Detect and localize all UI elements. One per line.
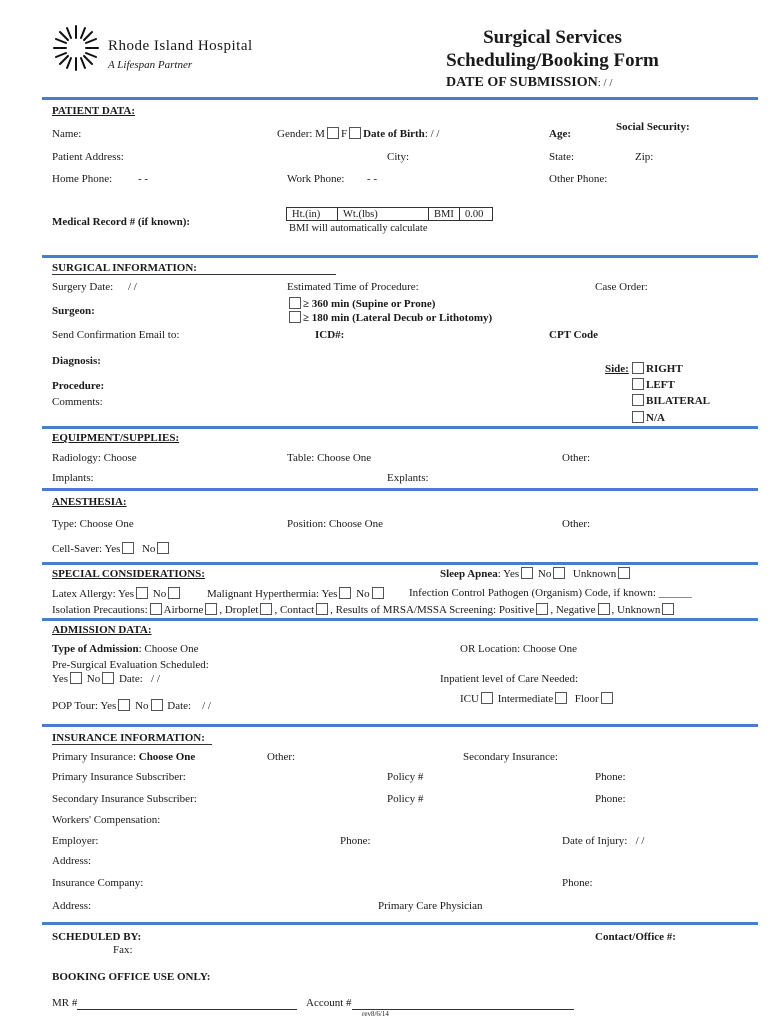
care-level-row — [460, 692, 615, 705]
date-of-injury-label: Date of Injury: — [562, 835, 628, 847]
icu-checkbox[interactable] — [481, 692, 493, 704]
surgeon-field[interactable]: Surgeon: — [52, 305, 95, 317]
anesthesia-heading: ANESTHESIA: — [52, 496, 127, 508]
primary-insurance-select[interactable]: Choose One — [138, 751, 196, 763]
time-option-180 — [287, 311, 492, 324]
floor-checkbox[interactable] — [601, 692, 613, 704]
contact-office-field[interactable]: Contact/Office #: — [595, 931, 676, 943]
diagnosis-field[interactable]: Diagnosis: — [52, 355, 101, 367]
confirmation-email-field[interactable]: Send Confirmation Email to: — [52, 329, 180, 341]
cell-saver-no-label: No — [141, 543, 156, 555]
employer-address-field[interactable]: Address: — [52, 855, 92, 867]
primary-subscriber-field[interactable]: Primary Insurance Subscriber: — [52, 771, 186, 783]
airborne-label: Airborne — [163, 604, 204, 616]
sleep-apnea-row — [440, 567, 632, 580]
primary-insurance-row — [52, 751, 195, 763]
presurg-no-checkbox[interactable] — [102, 672, 114, 684]
latex-allergy-row — [52, 587, 182, 600]
position-select[interactable]: Position: Choose One — [287, 518, 383, 530]
scheduled-by-field[interactable]: SCHEDULED BY: — [52, 931, 142, 943]
table-select[interactable]: Table: Choose One — [287, 452, 372, 464]
home-phone-label: Home Phone: — [52, 173, 113, 185]
side-label: Side: — [605, 363, 629, 375]
workers-comp-label: Workers' Compensation: — [52, 814, 161, 826]
droplet-checkbox[interactable] — [205, 603, 217, 615]
ssn-field[interactable]: Social Security: — [616, 121, 690, 133]
side-bilateral-option — [630, 394, 710, 407]
date-of-submission — [446, 75, 612, 91]
pop-no-label: No — [135, 700, 149, 712]
work-phone-field[interactable]: - - — [367, 173, 378, 185]
secondary-subscriber-field[interactable]: Secondary Insurance Subscriber: — [52, 793, 197, 805]
pop-tour-row — [52, 699, 211, 712]
unknown-label: , Unknown — [611, 604, 661, 616]
presurgical-eval-row — [52, 672, 160, 685]
latex-label: Latex Allergy: Yes — [52, 588, 134, 600]
insurance-company-field[interactable]: Insurance Company: — [52, 877, 144, 889]
latex-no-label: No — [152, 588, 167, 600]
contact-checkbox[interactable] — [260, 603, 272, 615]
mrsa-label: , Results of MRSA/MSSA Screening: Positive — [330, 604, 535, 616]
section-divider — [42, 618, 758, 621]
surgery-date-field[interactable]: / / — [128, 281, 137, 293]
mh-label: Malignant Hyperthermia: Yes — [207, 588, 338, 600]
city-field[interactable]: City: — [387, 151, 410, 163]
time-180-label: ≥ 180 min (Lateral Decub or Lithotomy) — [303, 312, 493, 324]
mrsa-negative-checkbox[interactable] — [598, 603, 610, 615]
pop-no-checkbox[interactable] — [151, 699, 163, 711]
form-title-line2: Scheduling/Booking Form — [446, 50, 659, 71]
sleep-apnea-no-label: No — [537, 568, 552, 580]
presurg-date-label: Date: — [118, 673, 143, 685]
time-360-checkbox[interactable] — [289, 297, 301, 309]
cell-saver-no-checkbox[interactable] — [157, 542, 169, 554]
section-divider — [42, 488, 758, 491]
section-divider — [42, 426, 758, 429]
primary-policy-field[interactable]: Policy # — [387, 771, 424, 783]
gender-field[interactable] — [277, 127, 439, 140]
dob-field[interactable]: : / / — [424, 128, 440, 140]
cpt-code-field[interactable]: CPT Code — [549, 329, 598, 341]
employer-field[interactable]: Employer: — [52, 835, 99, 847]
floor-label: Floor — [574, 693, 599, 705]
gender-label: Gender: M — [277, 128, 325, 140]
mr-row — [52, 997, 297, 1010]
patient-data-heading: PATIENT DATA: — [52, 105, 136, 117]
explants-field[interactable]: Explants: — [387, 472, 429, 484]
work-phone-label: Work Phone: — [287, 173, 345, 185]
insurance-address-field[interactable]: Address: — [52, 900, 92, 912]
sleep-apnea-unknown-checkbox[interactable] — [618, 567, 630, 579]
booking-office-heading: BOOKING OFFICE USE ONLY: — [52, 971, 211, 983]
account-input-line[interactable] — [352, 997, 574, 1010]
cell-saver-label: Cell-Saver: Yes — [52, 543, 121, 555]
admission-type-select[interactable]: : Choose One — [138, 643, 199, 655]
special-considerations-heading: SPECIAL CONSIDERATIONS: — [52, 568, 205, 580]
pop-tour-label: POP Tour: Yes — [52, 700, 117, 712]
mr-label: MR # — [52, 997, 78, 1009]
account-row — [306, 997, 574, 1010]
or-location-select[interactable]: OR Location: Choose One — [460, 643, 578, 655]
anesthesia-other-field[interactable]: Other: — [562, 518, 591, 530]
equipment-other-field[interactable]: Other: — [562, 452, 591, 464]
mh-yes-checkbox[interactable] — [339, 587, 351, 599]
sleep-apnea-yes-label: : Yes — [497, 568, 520, 580]
inpatient-level-label: Inpatient level of Care Needed: — [440, 673, 579, 685]
gender-f-checkbox[interactable] — [349, 127, 361, 139]
mh-no-label: No — [356, 588, 370, 600]
date-of-injury-field[interactable]: / / — [635, 835, 645, 847]
estimated-time-label: Estimated Time of Procedure: — [287, 281, 419, 293]
icu-label: ICU — [460, 693, 479, 705]
time-360-label: ≥ 360 min (Supine or Prone) — [303, 298, 436, 310]
gender-m-checkbox[interactable] — [327, 127, 339, 139]
primary-phone-field[interactable]: Phone: — [595, 771, 626, 783]
height-weight-bmi-table — [286, 207, 493, 221]
equipment-heading: EQUIPMENT/SUPPLIES: — [52, 432, 180, 444]
side-right-label: RIGHT — [646, 363, 683, 375]
account-label: Account # — [306, 997, 352, 1009]
hospital-logo-icon — [50, 22, 102, 74]
state-field[interactable]: State: — [549, 151, 575, 163]
patient-address-field[interactable]: Patient Address: — [52, 151, 124, 163]
insurance-heading: INSURANCE INFORMATION: — [52, 732, 212, 745]
secondary-insurance-field[interactable]: Secondary Insurance: — [463, 751, 558, 763]
side-bilateral-label: BILATERAL — [646, 395, 710, 407]
secondary-phone-field[interactable]: Phone: — [595, 793, 626, 805]
primary-care-physician-field[interactable]: Primary Care Physician — [378, 900, 483, 912]
radiology-select[interactable]: Radiology: Choose — [52, 452, 137, 464]
presurg-yes-label: Yes — [52, 673, 69, 685]
negative-label: , Negative — [550, 604, 596, 616]
mrsa-unknown-checkbox[interactable] — [662, 603, 674, 615]
bmi-label: BMI — [429, 208, 460, 221]
comments-field[interactable]: Comments: — [52, 396, 103, 408]
icd-field[interactable]: ICD#: — [315, 329, 345, 341]
height-field[interactable]: Ht.(in) — [287, 208, 338, 221]
implants-field[interactable]: Implants: — [52, 472, 94, 484]
sleep-apnea-unknown-label: Unknown — [572, 568, 617, 580]
side-na-option — [630, 411, 665, 424]
gender-f-label: F — [340, 128, 348, 140]
employer-phone-field[interactable]: Phone: — [340, 835, 371, 847]
side-left-option — [630, 378, 675, 391]
zip-field[interactable]: Zip: — [635, 151, 654, 163]
date-of-submission-field[interactable]: : / / — [597, 77, 613, 89]
mrsa-contact-checkbox[interactable] — [316, 603, 328, 615]
case-order-field[interactable]: Case Order: — [595, 281, 648, 293]
age-field[interactable]: Age: — [549, 128, 571, 140]
airborne-checkbox[interactable] — [150, 603, 162, 615]
isolation-label: Isolation Precautions: — [52, 604, 148, 616]
admission-heading: ADMISSION DATA: — [52, 624, 152, 636]
admission-type-row — [52, 643, 198, 655]
revision-note: rev8/6/14 — [362, 1010, 389, 1018]
intermediate-label: Intermediate — [497, 693, 554, 705]
pop-date-field[interactable]: / / — [202, 700, 211, 712]
partner-tagline: A Lifespan Partner — [108, 59, 193, 71]
procedure-field[interactable]: Procedure: — [52, 380, 105, 392]
side-right-option — [630, 362, 683, 375]
sleep-apnea-no-checkbox[interactable] — [553, 567, 565, 579]
mrsa-positive-checkbox[interactable] — [536, 603, 548, 615]
pop-date-label: Date: — [167, 700, 192, 712]
mh-no-checkbox[interactable] — [372, 587, 384, 599]
latex-yes-checkbox[interactable] — [136, 587, 148, 599]
surgery-date-label: Surgery Date: — [52, 281, 114, 293]
side-left-checkbox[interactable] — [632, 378, 644, 390]
side-na-label: N/A — [646, 412, 665, 424]
insurance-company-phone-field[interactable]: Phone: — [562, 877, 593, 889]
time-180-checkbox[interactable] — [289, 311, 301, 323]
secondary-policy-field[interactable]: Policy # — [387, 793, 424, 805]
infection-control-field[interactable]: Infection Control Pathogen (Organism) Code, if known: ______ — [409, 587, 692, 599]
section-divider — [42, 97, 758, 100]
medical-record-field[interactable]: Medical Record # (if known): — [52, 216, 191, 228]
name-field[interactable]: Name: — [52, 128, 82, 140]
malignant-hyperthermia-row — [207, 587, 386, 600]
latex-no-checkbox[interactable] — [168, 587, 180, 599]
side-right-checkbox[interactable] — [632, 362, 644, 374]
cell-saver-row — [52, 542, 171, 555]
anesthesia-type-select[interactable]: Type: Choose One — [52, 518, 134, 530]
section-divider — [42, 922, 758, 925]
sleep-apnea-label: Sleep Apnea — [440, 568, 498, 580]
form-title-line1: Surgical Services — [483, 27, 622, 48]
other-phone-field[interactable]: Other Phone: — [549, 173, 608, 185]
dob-label: Date of Birth — [363, 128, 425, 140]
hospital-name: Rhode Island Hospital — [108, 38, 253, 54]
presurg-no-label: No — [86, 673, 101, 685]
side-bilateral-checkbox[interactable] — [632, 394, 644, 406]
primary-insurance-label: Primary Insurance: — [52, 751, 139, 763]
date-of-submission-label: DATE OF SUBMISSION — [446, 75, 598, 90]
surgical-info-heading: SURGICAL INFORMATION: — [52, 262, 336, 275]
pop-yes-checkbox[interactable] — [118, 699, 130, 711]
presurgical-eval-label: Pre-Surgical Evaluation Scheduled: — [52, 659, 209, 671]
admission-type-label: Type of Admission — [52, 643, 139, 655]
home-phone-field[interactable]: - - — [138, 173, 149, 185]
sleep-apnea-yes-checkbox[interactable] — [521, 567, 533, 579]
mr-input-line[interactable] — [77, 997, 297, 1010]
date-of-injury-row — [562, 835, 645, 847]
presurg-date-field[interactable]: / / — [151, 673, 160, 685]
intermediate-checkbox[interactable] — [555, 692, 567, 704]
bmi-value: 0.00 — [460, 208, 493, 221]
section-divider — [42, 255, 758, 258]
insurance-other-field[interactable]: Other: — [267, 751, 296, 763]
side-left-label: LEFT — [646, 379, 675, 391]
bmi-note: BMI will automatically calculate — [289, 223, 428, 234]
fax-field[interactable]: Fax: — [113, 944, 133, 956]
cell-saver-yes-checkbox[interactable] — [122, 542, 134, 554]
presurg-yes-checkbox[interactable] — [70, 672, 82, 684]
section-divider — [42, 724, 758, 727]
isolation-precautions-row — [52, 603, 676, 616]
section-divider — [42, 562, 758, 565]
time-option-360 — [287, 297, 435, 310]
droplet-label: , Droplet — [219, 604, 259, 616]
weight-field[interactable]: Wt.(lbs) — [338, 208, 429, 221]
contact-label: , Contact — [274, 604, 315, 616]
side-na-checkbox[interactable] — [632, 411, 644, 423]
